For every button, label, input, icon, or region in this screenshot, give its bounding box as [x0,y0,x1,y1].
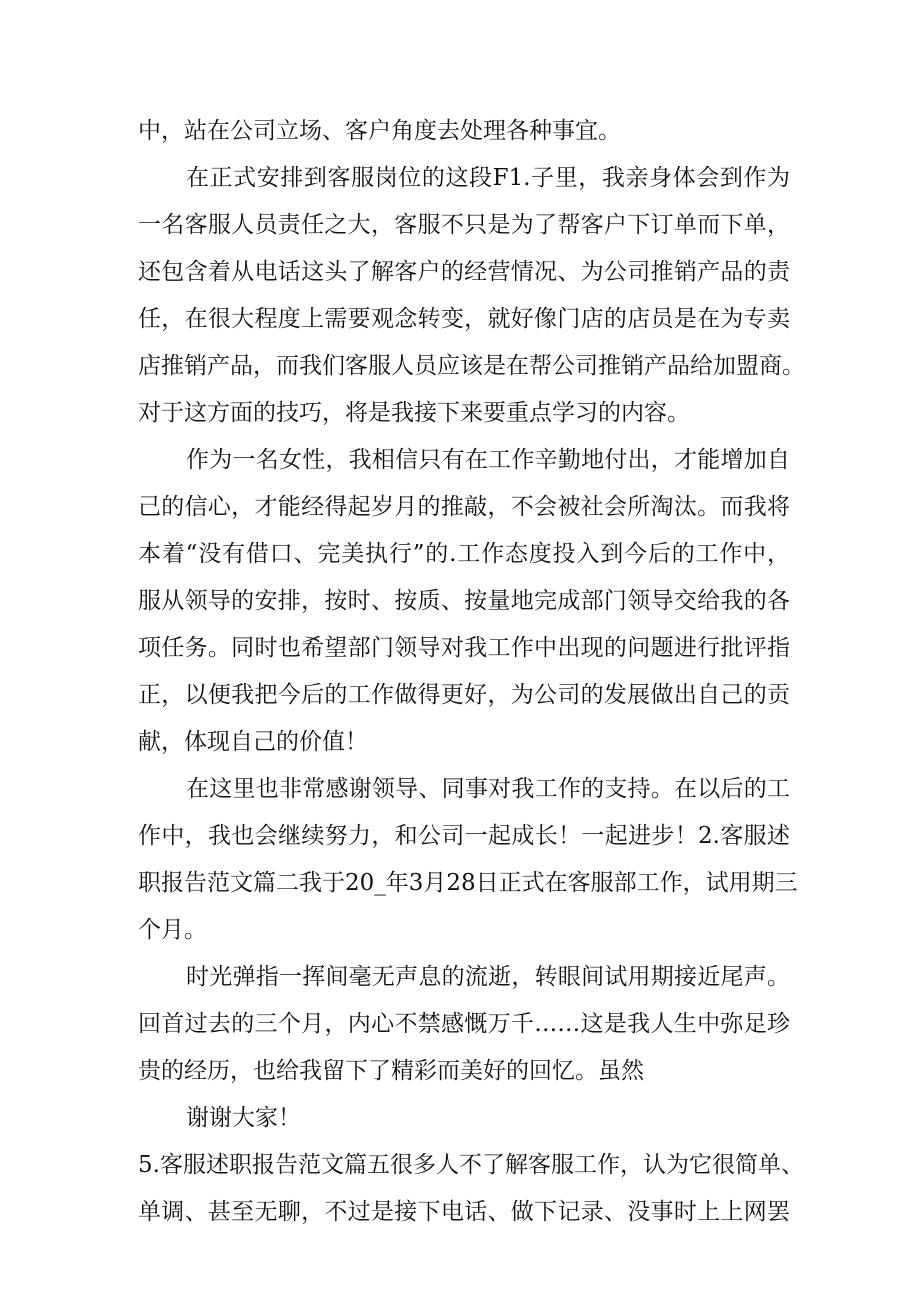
text-line: 时光弹指一挥间毫无声息的流逝，转眼间试用期接近尾声。 [186,964,790,990]
text-line: 作中，我也会继续努力，和公司一起成长！一起进步！2.客服述 [138,823,790,849]
text-line: 作为一名女性，我相信只有在工作辛勤地付出，才能增加自 [186,447,790,473]
text-line: 店推销产品，而我们客服人员应该是在帮公司推销产品给加盟商。 [138,353,805,379]
text-line: 一名客服人员责任之大，客服不只是为了帮客户下订单而下单， [138,212,790,238]
text-line: 本着“没有借口、完美执行”的.工作态度投入到今后的工作中， [138,541,790,567]
text-line: 5.客服述职报告范文篇五很多人不了解客服工作，认为它很简单、 [138,1152,804,1178]
text-line: 任，在很大程度上需要观念转变，就好像门店的店员是在为专卖 [138,306,790,332]
text-line: 中，站在公司立场、客户角度去处理各种事宜。 [138,118,621,144]
text-line: 在这里也非常感谢领导、同事对我工作的支持。在以后的工 [186,776,790,802]
text-line: 项任务。同时也希望部门领导对我工作中出现的问题进行批评指 [138,635,790,661]
text-line: 职报告范文篇二我于20_年3月28日正式在客服部工作，试用期三 [138,870,798,896]
text-line: 还包含着从电话这头了解客户的经营情况、为公司推销产品的责 [138,259,790,285]
text-line: 对于这方面的技巧，将是我接下来要重点学习的内容。 [138,400,690,426]
text-line: 正，以便我把今后的工作做得更好，为公司的发展做出自己的贡 [138,682,790,708]
text-line: 己的信心，才能经得起岁月的推敲，不会被社会所淘汰。而我将 [138,494,790,520]
text-line: 服从领导的安排，按时、按质、按量地完成部门领导交给我的各 [138,588,790,614]
text-line: 在正式安排到客服岗位的这段F1.子里，我亲身体会到作为 [186,165,790,191]
text-line: 贵的经历，也给我留下了精彩而美好的回忆。虽然 [138,1058,644,1084]
text-line: 单调、甚至无聊，不过是接下电话、做下记录、没事时上上网罢 [138,1199,790,1225]
text-line: 个月。 [138,917,207,943]
text-line: 谢谢大家！ [186,1105,301,1131]
text-line: 回首过去的三个月，内心不禁感慨万千……这是我人生中弥足珍 [138,1011,790,1037]
text-line: 献，体现自己的价值！ [138,729,368,755]
